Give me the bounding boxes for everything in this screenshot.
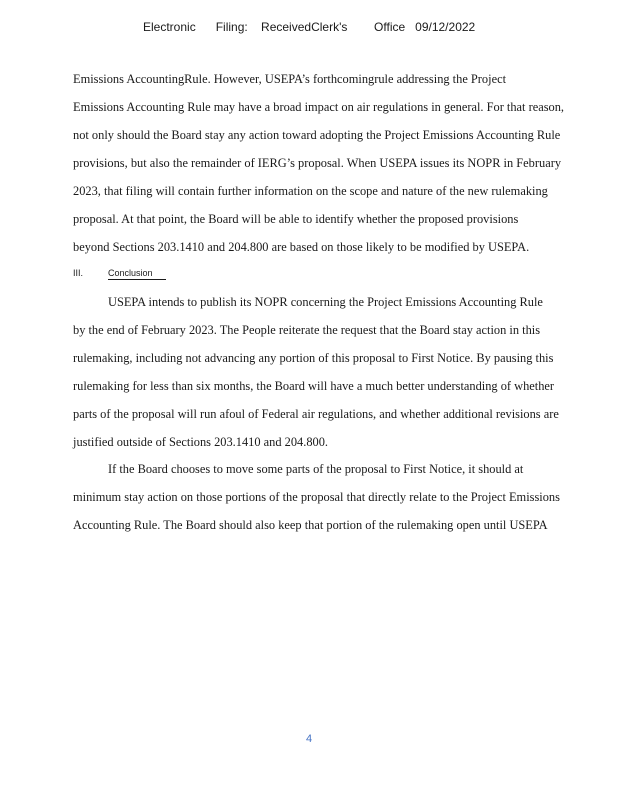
text-line: 2023, that filing will contain further information on the scope and nature of the new rulemaking [73, 184, 548, 198]
text-line: If the Board chooses to move some parts of the proposal to First Notice, it should at [108, 462, 524, 476]
text-line: proposal. At that point, the Board will be able to identify whether the proposed provisions [73, 212, 519, 226]
text-line: not only should the Board stay any action toward adopting the Project Emissions Accounting Rule [73, 128, 561, 142]
page-number: 4 [305, 733, 313, 745]
text-line: provisions, but also the remainder of IERG’s proposal. When USEPA issues its NOPR in February [73, 156, 562, 170]
text-line: rulemaking, including not advancing any portion of this proposal to First Notice. By pausing this [73, 351, 554, 365]
text-line: Accounting Rule. The Board should also keep that portion of the rulemaking open until USEPA [73, 518, 548, 532]
text-line: rulemaking for less than six months, the Board will have a much better understanding of whether [73, 379, 555, 393]
section-title: Conclusion [108, 268, 166, 280]
text-line: USEPA intends to publish its NOPR concerning the Project Emissions Accounting Rule [108, 295, 543, 309]
text-line: Emissions AccountingRule. However, USEPA’s forthcomingrule addressing the Project [73, 72, 507, 86]
text-line: beyond Sections 203.1410 and 204.800 are based on those likely to be modified by USEPA. [73, 240, 530, 254]
text-line: justified outside of Sections 203.1410 and 204.800. [73, 435, 329, 449]
text-line: parts of the proposal will run afoul of Federal air regulations, and whether additional revisions are [73, 407, 559, 421]
text-line: by the end of February 2023. The People reiterate the request that the Board stay action in this [73, 323, 541, 337]
section-number: III. [73, 268, 84, 278]
text-line: Emissions Accounting Rule may have a broad impact on air regulations in general. For that reason, [73, 100, 565, 114]
text-line: minimum stay action on those portions of the proposal that directly relate to the Project Emissions [73, 490, 560, 504]
filing-stamp-header: Electronic Filing: ReceivedClerk's Office 09/12/2022 [143, 20, 476, 34]
